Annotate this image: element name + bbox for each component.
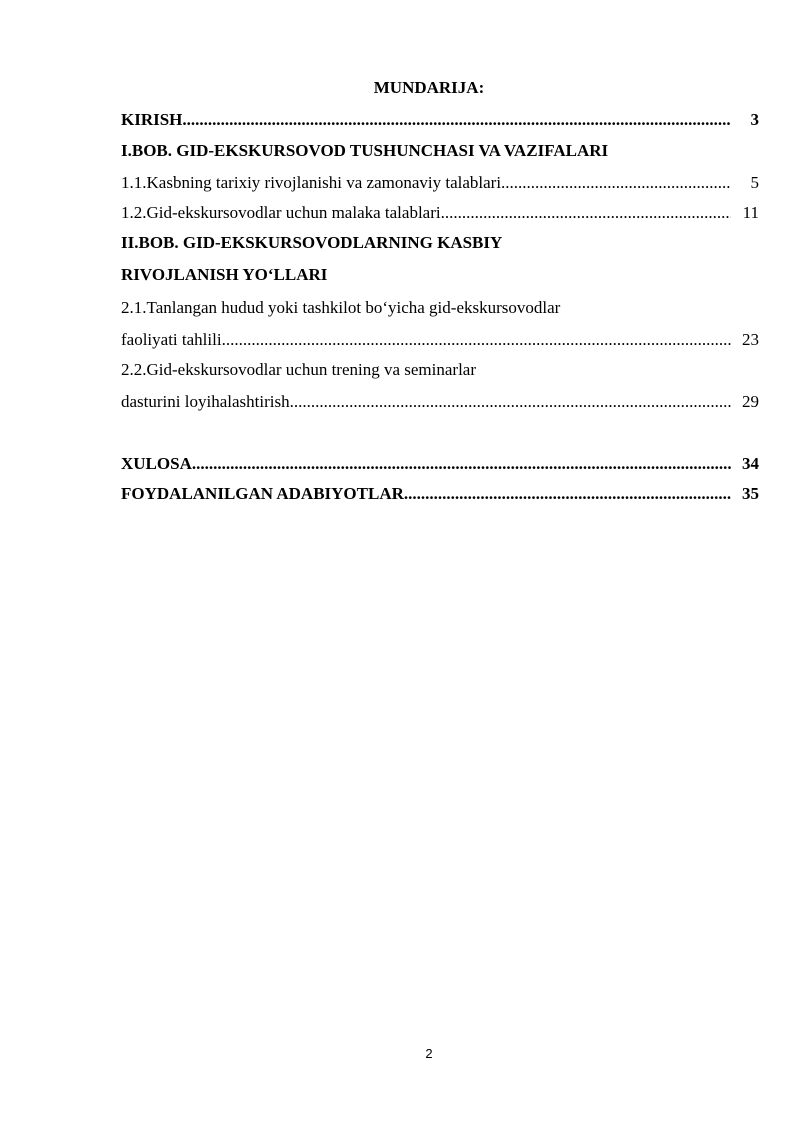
toc-chapter-2-heading-line2: RIVOJLANISH YO‘LLARI <box>121 265 328 284</box>
toc-page-number: 5 <box>750 173 759 192</box>
toc-label: 1.2.Gid-ekskursovodlar uchun malaka talablari <box>121 203 441 222</box>
toc-leader-dots <box>182 109 731 131</box>
toc-entry-2-2-line1: 2.2.Gid-ekskursovodlar uchun trening va seminarlar <box>121 360 477 379</box>
toc-leader-dots <box>192 453 731 475</box>
toc-entry-adabiyotlar <box>121 483 759 505</box>
toc-label: faoliyati tahlili <box>121 330 222 349</box>
toc-entry-2-1 <box>121 329 759 351</box>
toc-entry-kirish <box>121 109 759 131</box>
toc-chapter-1-heading: I.BOB. GID-EKSKURSOVOD TUSHUNCHASI VA VAZIFALARI <box>121 141 609 160</box>
toc-entry-2-1-line1: 2.1.Tanlangan hudud yoki tashkilot bo‘yicha gid-ekskursovodlar <box>121 298 561 317</box>
page-title: MUNDARIJA: <box>373 78 485 97</box>
toc-label: dasturini loyihalashtirish <box>121 392 290 411</box>
toc-entry-1-2 <box>121 202 759 224</box>
toc-entry-1-1 <box>121 172 759 194</box>
toc-leader-dots <box>404 483 731 505</box>
toc-page-number: 29 <box>742 392 759 411</box>
toc-label: XULOSA <box>121 454 192 473</box>
page-number: 2 <box>425 1046 433 1061</box>
toc-label: FOYDALANILGAN ADABIYOTLAR <box>121 484 404 503</box>
toc-leader-dots <box>441 202 731 224</box>
toc-leader-dots <box>222 329 731 351</box>
toc-page-number: 35 <box>742 484 759 503</box>
toc-leader-dots <box>501 172 731 194</box>
toc-label: KIRISH <box>121 110 183 129</box>
toc-entry-xulosa <box>121 453 759 475</box>
toc-page-number: 23 <box>742 330 759 349</box>
toc-chapter-2-heading-line1: II.BOB. GID-EKSKURSOVODLARNING KASBIY <box>121 233 503 252</box>
toc-page-number: 34 <box>742 454 759 473</box>
toc-page-number: 11 <box>742 203 759 222</box>
toc-label: 1.1.Kasbning tarixiy rivojlanishi va zamonaviy talablari <box>121 173 502 192</box>
toc-page-number: 3 <box>750 110 759 129</box>
toc-entry-2-2 <box>121 391 759 413</box>
toc-leader-dots <box>290 391 731 413</box>
